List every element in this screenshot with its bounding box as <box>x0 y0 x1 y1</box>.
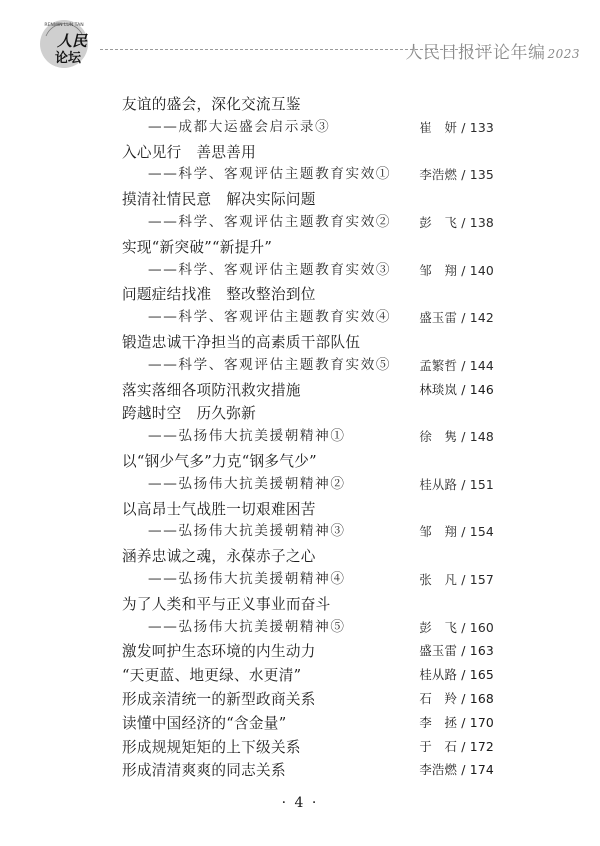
toc-entry-author: 盛玉雷 <box>419 643 458 659</box>
toc-entry <box>122 758 494 782</box>
toc-entry-page: 142 <box>469 310 494 326</box>
toc-entry <box>122 544 494 568</box>
toc-entry-title: 落实落细各项防汛救灾措施 <box>122 381 301 399</box>
toc-entry-title: 涵养忠诚之魂，永葆赤子之心 <box>122 548 316 566</box>
toc-entry-title: 以高昂士气战胜一切艰难困苦 <box>122 500 316 518</box>
toc-entry <box>122 92 494 116</box>
toc-entry-page: 170 <box>469 714 494 730</box>
toc-entry-subtitle-row <box>122 425 494 449</box>
toc-entry-author: 邹 翔 <box>419 262 458 278</box>
toc-entry-page: 144 <box>469 357 494 373</box>
page-number: · 4 · <box>281 795 319 811</box>
toc-entry <box>122 592 494 616</box>
toc-separator: / <box>457 119 470 135</box>
toc-entry-subtitle-row <box>122 259 494 283</box>
toc-entry-subtitle: ——科学、客观评估主题教育实效② <box>148 213 392 230</box>
toc-entry-subtitle: ——成都大运盛会启示录③ <box>148 118 331 135</box>
toc-entry-page: 157 <box>469 571 494 587</box>
toc-entry-author: 张 凡 <box>419 571 458 587</box>
toc-entry-subtitle-row <box>122 211 494 235</box>
toc-separator: / <box>457 571 470 587</box>
toc-entry-meta <box>419 639 494 663</box>
toc-entry-page: 163 <box>469 643 494 659</box>
logo-main-text-bottom: 论坛 <box>54 51 82 66</box>
header-title <box>405 38 580 63</box>
toc-entry <box>122 187 494 211</box>
toc-entry <box>122 235 494 259</box>
toc-entry-subtitle-row <box>122 616 494 640</box>
toc-entry-author: 李浩燃 <box>419 762 458 778</box>
toc-separator: / <box>457 643 470 659</box>
toc-entry-meta <box>419 663 494 687</box>
toc-entry-author: 林琰岚 <box>419 381 458 397</box>
toc-separator: / <box>457 476 470 492</box>
toc-entry-page: 165 <box>469 667 494 683</box>
toc-entry-title: 摸清社情民意 解决实际问题 <box>122 191 316 209</box>
toc-entry-page: 168 <box>469 690 494 706</box>
toc-entry-title: 以“钢少气多”力克“钢多气少” <box>122 452 317 470</box>
toc-entry <box>122 735 494 759</box>
toc-entry-author: 盛玉雷 <box>419 310 458 326</box>
toc-separator: / <box>457 524 470 540</box>
toc-entry-title: 形成亲清统一的新型政商关系 <box>122 690 316 708</box>
toc-entry-meta <box>419 687 494 711</box>
toc-entry-subtitle: ——科学、客观评估主题教育实效① <box>148 166 392 183</box>
toc-entry-page: 151 <box>469 476 494 492</box>
toc-entry-page: 133 <box>469 119 494 135</box>
toc-separator: / <box>457 762 470 778</box>
toc-entry-page: 146 <box>469 381 494 397</box>
toc-entry-meta <box>419 163 494 187</box>
toc-separator: / <box>457 167 470 183</box>
toc-entry-page: 172 <box>469 738 494 754</box>
toc-entry-title: 锻造忠诚干净担当的高素质干部队伍 <box>122 333 361 351</box>
toc-entry-author: 邹 翔 <box>419 524 458 540</box>
toc-entry-title: 形成规规矩矩的上下级关系 <box>122 738 301 756</box>
toc-entry-subtitle-row <box>122 163 494 187</box>
toc-entry <box>122 497 494 521</box>
toc-entry-page: 154 <box>469 524 494 540</box>
toc-entry <box>122 687 494 711</box>
toc-entry-subtitle: ——科学、客观评估主题教育实效③ <box>148 261 392 278</box>
toc-separator: / <box>457 690 470 706</box>
toc-entry-author: 于 石 <box>419 738 458 754</box>
toc-entry-meta <box>419 758 494 782</box>
toc-entry-subtitle-row <box>122 354 494 378</box>
toc-entry-meta <box>419 520 494 544</box>
toc-entry-subtitle: ——弘扬伟大抗美援朝精神③ <box>148 523 346 540</box>
toc-separator: / <box>457 310 470 326</box>
toc-entry-subtitle-row <box>122 116 494 140</box>
toc-entry-subtitle: ——弘扬伟大抗美援朝精神⑤ <box>148 618 346 635</box>
toc-entry-meta <box>419 306 494 330</box>
toc-entry-author: 石 羚 <box>419 690 458 706</box>
renmin-luntan-logo <box>36 14 98 70</box>
toc-entry-subtitle-row <box>122 520 494 544</box>
toc-entry-subtitle: ——弘扬伟大抗美援朝精神④ <box>148 570 346 587</box>
toc-entry-page: 160 <box>469 619 494 635</box>
toc-entry-title: 实现“新突破”“新提升” <box>122 238 273 256</box>
table-of-contents <box>122 92 494 782</box>
toc-separator: / <box>457 429 470 445</box>
toc-entry-title: 读懂中国经济的“含金量” <box>122 714 287 732</box>
toc-separator: / <box>457 214 470 230</box>
toc-entry-title: 跨越时空 历久弥新 <box>122 405 257 423</box>
toc-entry <box>122 639 494 663</box>
header-year: 2023 <box>547 47 580 61</box>
toc-entry <box>122 330 494 354</box>
toc-separator: / <box>457 262 470 278</box>
toc-entry-author: 徐 隽 <box>419 429 458 445</box>
toc-entry-subtitle: ——弘扬伟大抗美援朝精神① <box>148 428 346 445</box>
toc-entry-page: 148 <box>469 429 494 445</box>
toc-entry-author: 李浩燃 <box>419 167 458 183</box>
toc-entry-meta <box>419 473 494 497</box>
toc-separator: / <box>457 619 470 635</box>
toc-entry <box>122 282 494 306</box>
toc-entry <box>122 663 494 687</box>
toc-entry <box>122 140 494 164</box>
toc-entry-subtitle: ——科学、客观评估主题教育实效④ <box>148 309 392 326</box>
toc-entry-page: 140 <box>469 262 494 278</box>
logo-small-text: RENMIN LUN TAN <box>44 23 84 28</box>
toc-entry-title: 为了人类和平与正义事业而奋斗 <box>122 595 331 613</box>
toc-entry-page: 138 <box>469 214 494 230</box>
toc-entry-page: 174 <box>469 762 494 778</box>
toc-separator: / <box>457 381 470 397</box>
toc-entry-author: 孟繁哲 <box>419 357 458 373</box>
toc-entry-author: 桂从路 <box>419 476 458 492</box>
toc-separator: / <box>457 714 470 730</box>
toc-entry-meta <box>419 568 494 592</box>
logo-main-text-top: 人民 <box>56 32 88 50</box>
toc-entry-subtitle: ——弘扬伟大抗美援朝精神② <box>148 475 346 492</box>
toc-entry <box>122 401 494 425</box>
toc-entry-subtitle-row <box>122 473 494 497</box>
toc-entry-subtitle-row <box>122 306 494 330</box>
toc-entry-meta <box>419 616 494 640</box>
toc-entry <box>122 449 494 473</box>
toc-entry-title: 问题症结找准 整改整治到位 <box>122 286 316 304</box>
toc-entry-author: 彭 飞 <box>419 619 458 635</box>
toc-entry-meta <box>419 259 494 283</box>
toc-entry-title: 形成清清爽爽的同志关系 <box>122 762 286 780</box>
toc-entry-page: 135 <box>469 167 494 183</box>
toc-entry-title: 友谊的盛会，深化交流互鉴 <box>122 96 301 113</box>
header-book-title: 人民日报评论年编 <box>405 43 546 63</box>
toc-entry-author: 崔 妍 <box>419 119 458 135</box>
toc-separator: / <box>457 667 470 683</box>
toc-separator: / <box>457 357 470 373</box>
toc-entry-meta <box>419 735 494 759</box>
toc-entry-meta <box>419 354 494 378</box>
toc-entry-author: 桂从路 <box>419 667 458 683</box>
toc-separator: / <box>457 738 470 754</box>
toc-entry-subtitle-row <box>122 568 494 592</box>
toc-entry-meta <box>419 425 494 449</box>
toc-entry-title: 入心见行 善思善用 <box>122 143 257 161</box>
toc-entry-title: “天更蓝、地更绿、水更清” <box>122 667 302 685</box>
toc-entry-title: 激发呵护生态环境的内生动力 <box>122 643 316 661</box>
toc-entry-meta <box>419 116 494 140</box>
toc-entry <box>122 378 494 402</box>
toc-entry <box>122 711 494 735</box>
toc-entry-subtitle: ——科学、客观评估主题教育实效⑤ <box>148 356 392 373</box>
toc-entry-meta <box>419 378 494 402</box>
toc-entry-meta <box>419 211 494 235</box>
toc-entry-meta <box>419 711 494 735</box>
toc-entry-author: 李 拯 <box>419 714 458 730</box>
toc-entry-author: 彭 飞 <box>419 214 458 230</box>
